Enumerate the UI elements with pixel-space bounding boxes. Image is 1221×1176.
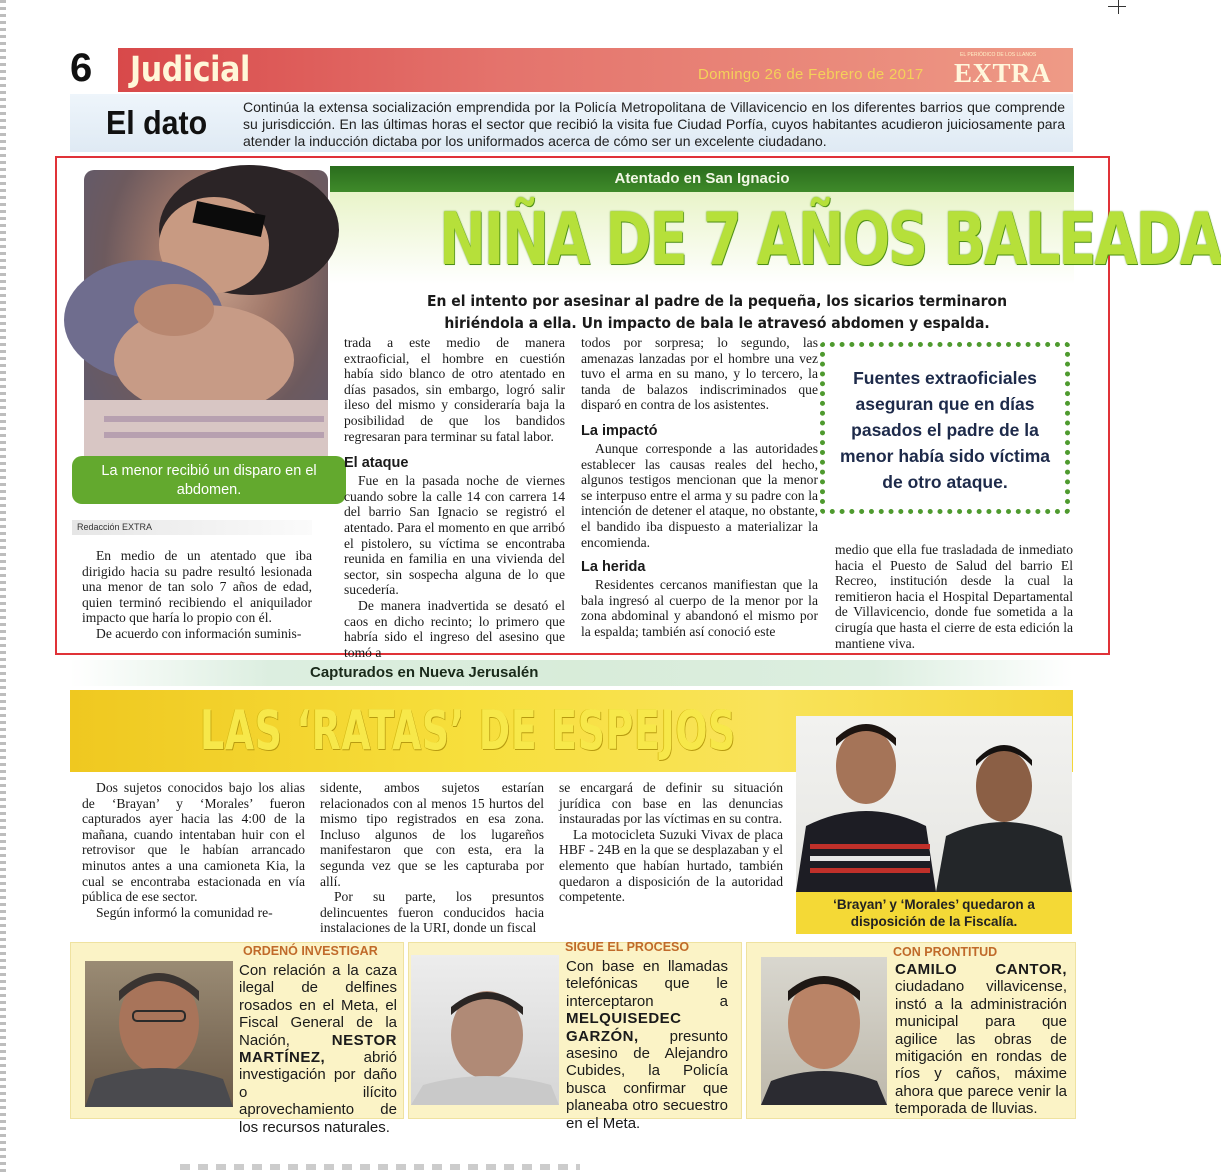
story-column-2 (320, 780, 544, 936)
brief-name: MELQUISEDEC GARZÓN, (566, 1010, 682, 1045)
story-headline: NIÑA DE 7 AÑOS BALEADA (439, 197, 1221, 281)
story-kicker: Capturados en Nueva Jerusalén (310, 664, 539, 681)
story-column-1 (82, 548, 312, 642)
brief-text (566, 958, 728, 1132)
brief-photo (761, 957, 887, 1105)
brand-logo: EXTRA (954, 58, 1052, 88)
story-column-4 (835, 542, 1073, 651)
story-column-3 (559, 780, 783, 905)
brief-text (239, 962, 397, 1136)
suspects-illustration (796, 716, 1072, 892)
brief-name: CAMILO CANTOR, (895, 961, 1067, 978)
pullquote-box (820, 342, 1070, 514)
girl-photo (84, 170, 328, 456)
brief-box-2 (408, 940, 742, 1132)
brief-text-post: presunto asesino de Alejandro Cubides, la Policía busca confirmar que planeaba otro secuestro en el Meta. (566, 1027, 728, 1132)
subheading: La impactó (581, 422, 658, 439)
paragraph: Aunque corresponde a las autoridades establecer las causas reales del hecho, algunos testigos mencionan que la menor se interpuso entre el arma y su padre con la intención de detener el ataque, no obstante, el bandido iba dispuesto a materializar la encomienda. (581, 440, 818, 550)
photo-caption: ‘Brayan’ y ‘Morales’ quedaron a disposición de la Fiscalía. (796, 892, 1072, 934)
paragraph: medio que ella fue trasladada de inmediato hacia el Puesto de Salud del barrio El Recreo, institución desde la cual la remitieron hacia el Hospital Departamental de Villavicencio, donde fue sometida a la cirugía que hasta el cierre de esta edición la mantiene viva. (835, 542, 1073, 651)
paragraph: De manera inadvertida se desató el caos en dicho recinto; lo primero que habría sido el ingreso del asesino que tomó a (344, 597, 565, 660)
paragraph: Fue en la pasada noche de viernes cuando sobre la calle 14 con carrera 14 del barrio San Ignacio se registró el atentado. Para el momento en que arribó el pistolero, su víctima se encontraba reunida en familia en una vivienda del sector, sin sospecha alguna de lo que sucedería. (344, 473, 565, 598)
story-kicker: Atentado en San Ignacio (614, 170, 790, 187)
section-title: Judicial (130, 50, 250, 90)
brief-label: SIGUE EL PROCESO (565, 940, 690, 954)
photo-caption: La menor recibió un disparo en el abdomen. (72, 456, 346, 504)
dato-box (70, 94, 1073, 152)
paragraph: Por su parte, los presuntos delincuentes fueron conducidos hacia instalaciones de la URI, donde un fiscal (320, 889, 544, 936)
brief-photo (411, 955, 559, 1105)
dato-label: El dato (106, 104, 208, 141)
page-number: 6 (70, 46, 93, 90)
paragraph: sidente, ambos sujetos estarían relacionados con al menos 15 hurtos del mismo tipo registrados en esa zona. Incluso algunos de los lugareños manifestaron que con esta, era la segunda vez que se les capturaba por allí. (320, 780, 544, 889)
paragraph: todos por sorpresa; lo segundo, las amenazas lanzadas por el hombre una vez tuvo el arma en su mano, y lo tercero, la tanda de balazos indiscriminados que disparó en contra de los asistentes. (581, 335, 818, 413)
byline: Redacción EXTRA (77, 522, 153, 532)
story-column-1 (82, 780, 305, 920)
man-portrait (85, 961, 233, 1107)
brief-box-1 (70, 942, 404, 1136)
girl-illustration (84, 170, 328, 456)
kicker-band (70, 660, 1073, 686)
paragraph: se encargará de definir su situación jurídica con base en las denuncias instauradas por las víctimas en su contra. (559, 780, 783, 827)
pullquote: Fuentes extraoficiales aseguran que en días pasados el padre de la menor había sido víctima de otro ataque. (839, 368, 1051, 492)
subheading: La herida (581, 559, 646, 576)
brief-label: ORDENÓ INVESTIGAR (243, 944, 378, 958)
subheading: El ataque (344, 455, 409, 472)
brand-small: EL PERIÓDICO DE LOS LLANOS (960, 52, 1037, 58)
paragraph: Residentes cercanos manifiestan que la bala ingresó al cuerpo de la menor por la zona abdominal y abandonó el mismo por la espalda; también así conoció este (581, 577, 818, 639)
man-portrait (411, 955, 559, 1105)
story-column-2 (344, 335, 565, 660)
story-column-3 (581, 335, 818, 640)
brief-text-pre: Con relación a la caza ilegal de delfines rosados en el Meta, el Fiscal General de la Nación, (239, 962, 397, 1049)
header-bar (118, 48, 1073, 92)
brief-label: CON PRONTITUD (893, 945, 998, 959)
paragraph: trada a este medio de manera extraoficial, el hombre en cuestión había sido blanco de otro atentado en días pasados, sin embargo, logró salir ileso del mismo y consideraría baja la posibilidad de que los bandidos regresaran para terminar su fatal labor. (344, 335, 565, 444)
crop-mark (1118, 0, 1119, 14)
paragraph: De acuerdo con información suminis- (96, 625, 302, 641)
story-subhead: En el intento por asesinar al padre de la pequeña, los sicarios terminaron hiriéndola a ella. Un impacto de bala le atravesó abdomen y espalda. (426, 292, 1008, 332)
brief-text-pre: Con base en llamadas telefónicas que le interceptaron a (566, 958, 728, 1010)
paragraph: En medio de un atentado que iba dirigido hacia su padre resultó lesionada una menor de tan solo 7 años de edad, quien terminó recibiendo el aniquilador impacto que haría lo propio con él. (82, 548, 312, 626)
page-edge (0, 0, 6, 1176)
brief-photo (85, 961, 233, 1107)
paragraph: La motocicleta Suzuki Vivax de placa HBF - 24B en la que se desplazaban y el elemento que habían hurtado, también quedaron a disposición de la autoridad competente. (559, 826, 783, 905)
dato-text: Continúa la extensa socialización emprendida por la Policía Metropolitana de Villavicencio en los diferentes barrios que comprende su jurisdicción. En las últimas horas el sector que recibió la visita fue Ciudad Porfía, cuyos habitantes acudieron juiciosamente para atender la inducción dictaba por los uniformados acerca de cómo ser un excelente ciudadano. (243, 99, 1065, 149)
paragraph: Dos sujetos conocidos bajo los alias de ‘Brayan’ y ‘Morales’ fueron capturados ayer hacia las 4:00 de la mañana, cuando intentaban huir con el retrovisor que le habían arrancado minutos antes a una camioneta Kia, la cual se encontraba estacionada en vía pública de ese sector. (82, 780, 305, 905)
bottom-strip (180, 1164, 580, 1170)
brief-box-3 (746, 942, 1076, 1119)
crop-mark (1108, 6, 1126, 7)
suspects-photo (796, 716, 1072, 892)
brief-text (895, 961, 1067, 1118)
brief-name: NESTOR MARTÍNEZ, (239, 1031, 397, 1067)
brief-text-post: abrió investigación por daño o ilícito aprovechamiento de los recursos naturales. (239, 1049, 397, 1136)
issue-date: Domingo 26 de Febrero de 2017 (698, 66, 924, 83)
man-portrait (761, 957, 887, 1105)
brief-text-post: ciudadano villavicense, instó a la administración municipal para que agilice las obras de mitigación en rondas de ríos y caños, máxime ahora que parece venir la temporada de lluvias. (895, 978, 1067, 1118)
kicker-band (330, 166, 1074, 192)
story-headline: LAS ‘RATAS’ DE ESPEJOS (200, 699, 737, 762)
paragraph: Según informó la comunidad re- (96, 904, 273, 920)
